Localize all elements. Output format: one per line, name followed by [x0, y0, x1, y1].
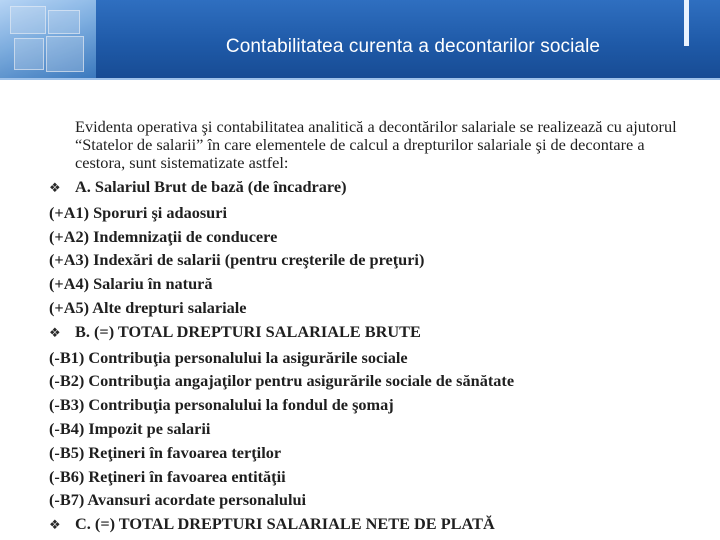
- slide-header: [0, 0, 720, 80]
- list-item: [49, 441, 709, 465]
- list-item-text: (-B2) Contribuţia angajaţilor pentru asigurările sociale de sănătate: [49, 371, 515, 391]
- list-item: [49, 296, 709, 320]
- list-item-text: (-B4) Impozit pe salarii: [49, 418, 211, 438]
- list-item: [49, 346, 709, 370]
- list-item-text: (-B1) Contribuţia personalului la asigurările sociale: [49, 347, 408, 367]
- list-item: [49, 225, 709, 249]
- list-item: [49, 320, 709, 346]
- header-divider: [0, 78, 720, 80]
- list-item: [49, 369, 709, 393]
- diamond-bullet-icon: ❖: [49, 181, 61, 196]
- list-item-text: (+A3) Indexări de salarii (pentru creşterile de preţuri): [49, 250, 425, 270]
- list-item: [49, 417, 709, 441]
- list-item-text: (+A1) Sporuri şi adaosuri: [49, 202, 227, 222]
- list-item: [49, 201, 709, 225]
- list-item: [49, 175, 709, 201]
- list-item: [49, 393, 709, 417]
- list-item-text: C. (=) TOTAL DREPTURI SALARIALE NETE DE PLATĂ: [75, 514, 495, 534]
- list-item-text: (+A5) Alte drepturi salariale: [49, 297, 247, 317]
- list-item: [49, 488, 709, 512]
- list-item-text: A. Salariul Brut de bază (de încadrare): [75, 177, 347, 196]
- slide-body: [49, 118, 709, 538]
- slide-title: Contabilitatea curenta a decontarilor sociale: [225, 36, 601, 57]
- diamond-bullet-icon: ❖: [49, 325, 61, 341]
- list-item: [49, 512, 709, 538]
- list-item-text: (-B3) Contribuţia personalului la fondul de şomaj: [49, 395, 394, 415]
- list-item-text: (-B5) Reţineri în favoarea terţilor: [49, 442, 282, 462]
- list-item-text: (-B6) Reţineri în favoarea entităţii: [49, 466, 286, 486]
- logo-graphic: [0, 0, 96, 80]
- list-item: [49, 465, 709, 489]
- list-item: [49, 272, 709, 296]
- intro-paragraph: Evidenta operativa şi contabilitatea analitică a decontărilor salariale se realizează cu ajutorul “Statelor de salarii” în care elementele de calcul a drepturilor salariale şi de decontare a cestora, sunt sistematizate astfel:: [75, 117, 677, 172]
- salary-elements-list: [49, 175, 709, 538]
- diamond-bullet-icon: ❖: [49, 518, 61, 534]
- list-item: [49, 248, 709, 272]
- list-item-text: (+A4) Salariu în natură: [49, 274, 213, 294]
- list-item-text: (-B7) Avansuri acordate personalului: [49, 490, 307, 510]
- list-item-text: (+A2) Indemnizaţii de conducere: [49, 226, 278, 246]
- list-item-text: B. (=) TOTAL DREPTURI SALARIALE BRUTE: [75, 321, 421, 341]
